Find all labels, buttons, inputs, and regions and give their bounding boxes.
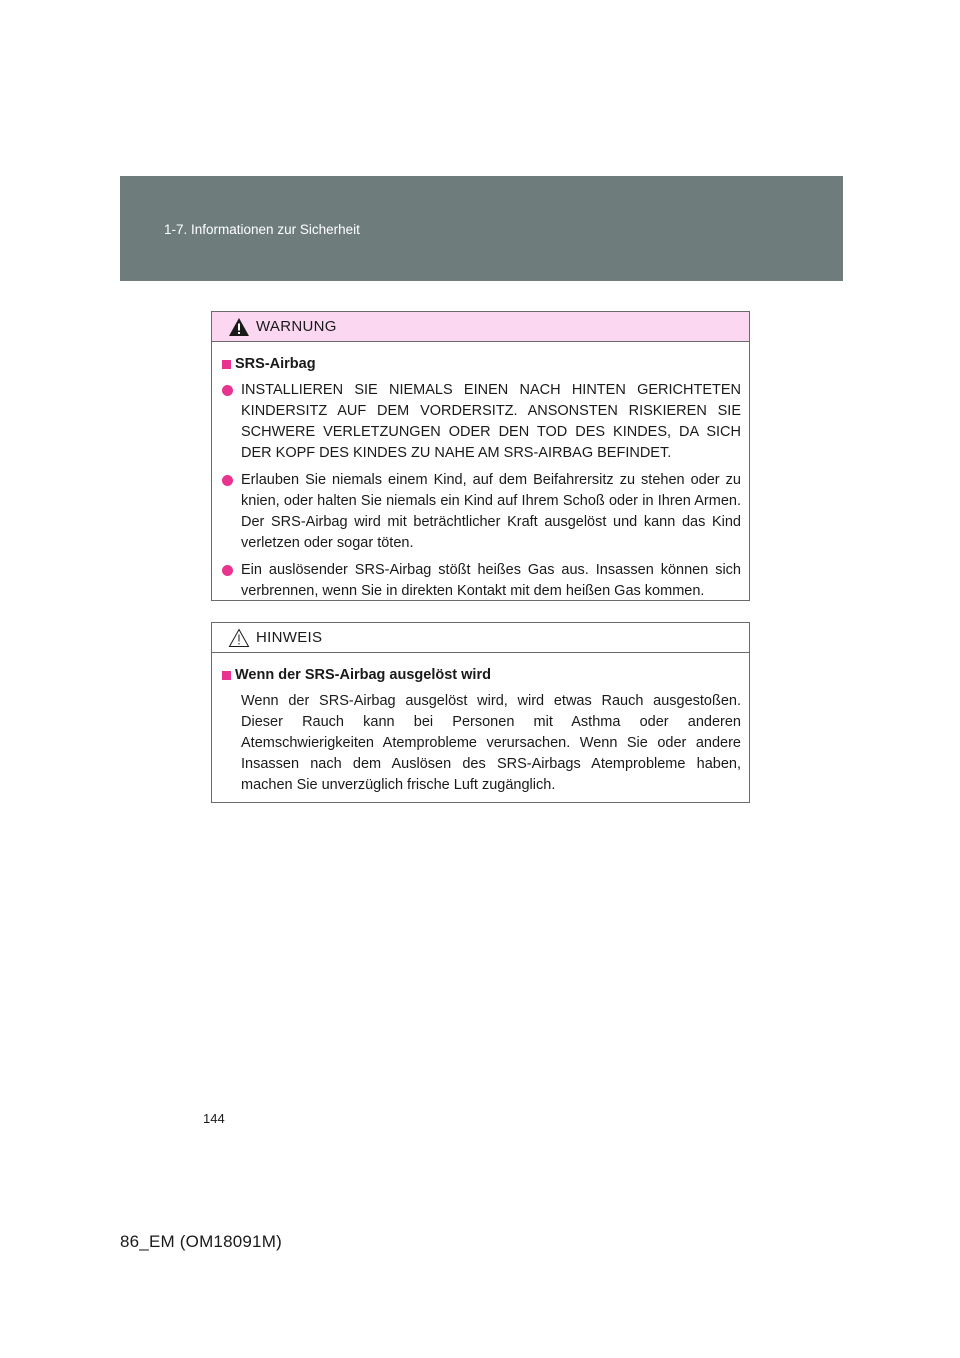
square-bullet-icon xyxy=(222,671,231,680)
warning-heading xyxy=(222,354,741,375)
warning-bullet-text: INSTALLIEREN SIE NIEMALS EINEN NACH HINTEN GERICHTETEN KINDERSITZ AUF DEM VORDERSITZ. ANSONSTEN RISKIEREN SIE SCHWERE VERLETZUNGEN ODER DEN TOD DES KINDES, DA SICH DER KOPF DES KINDES ZU NAHE AM SRS-AIRBAG BEFINDET. xyxy=(241,382,741,461)
round-bullet-icon xyxy=(222,475,233,486)
warning-box-header xyxy=(212,312,749,342)
warning-heading-text: SRS-Airbag xyxy=(235,356,316,372)
round-bullet-icon xyxy=(222,565,233,576)
notice-box xyxy=(211,622,750,803)
page-number: 144 xyxy=(203,1111,225,1126)
warning-box-body xyxy=(212,342,749,602)
notice-heading-text: Wenn der SRS-Airbag ausgelöst wird xyxy=(235,667,491,683)
notice-box-body xyxy=(212,653,749,796)
warning-bullet xyxy=(222,560,741,602)
section-title: 1-7. Informationen zur Sicherheit xyxy=(164,222,360,237)
notice-heading xyxy=(222,665,741,686)
notice-triangle-icon xyxy=(228,628,250,648)
warning-bullet xyxy=(222,380,741,464)
warning-bullet-text: Ein auslösender SRS-Airbag stößt heißes Gas aus. Insassen können sich verbrennen, wenn Sie in direkten Kontakt mit dem heißen Gas kommen. xyxy=(241,562,741,599)
notice-box-header xyxy=(212,623,749,653)
warning-bullet-text: Erlauben Sie niemals einem Kind, auf dem Beifahrersitz zu stehen oder zu knien, oder halten Sie niemals ein Kind auf Ihrem Schoß oder in Ihren Armen. Der SRS-Airbag wird mit beträchtlicher Kraft ausgelöst und kann das Kind verletzen oder sogar töten. xyxy=(241,472,741,551)
warning-label: WARNUNG xyxy=(256,318,337,335)
round-bullet-icon xyxy=(222,385,233,396)
square-bullet-icon xyxy=(222,360,231,369)
notice-label: HINWEIS xyxy=(256,629,323,646)
notice-text: Wenn der SRS-Airbag ausgelöst wird, wird etwas Rauch ausgestoßen. Dieser Rauch kann bei Personen mit Asthma oder anderen Atemschwierigkeiten Atemprobleme verursachen. Wenn Sie oder andere Insassen nach dem Auslösen des SRS-Airbags Atemprobleme haben, machen Sie unverzüglich frische Luft zugänglich. xyxy=(241,693,741,793)
warning-box xyxy=(211,311,750,601)
header-band xyxy=(120,176,843,281)
warning-bullet xyxy=(222,470,741,554)
document-code: 86_EM (OM18091M) xyxy=(120,1232,282,1251)
warning-triangle-icon xyxy=(228,317,250,337)
